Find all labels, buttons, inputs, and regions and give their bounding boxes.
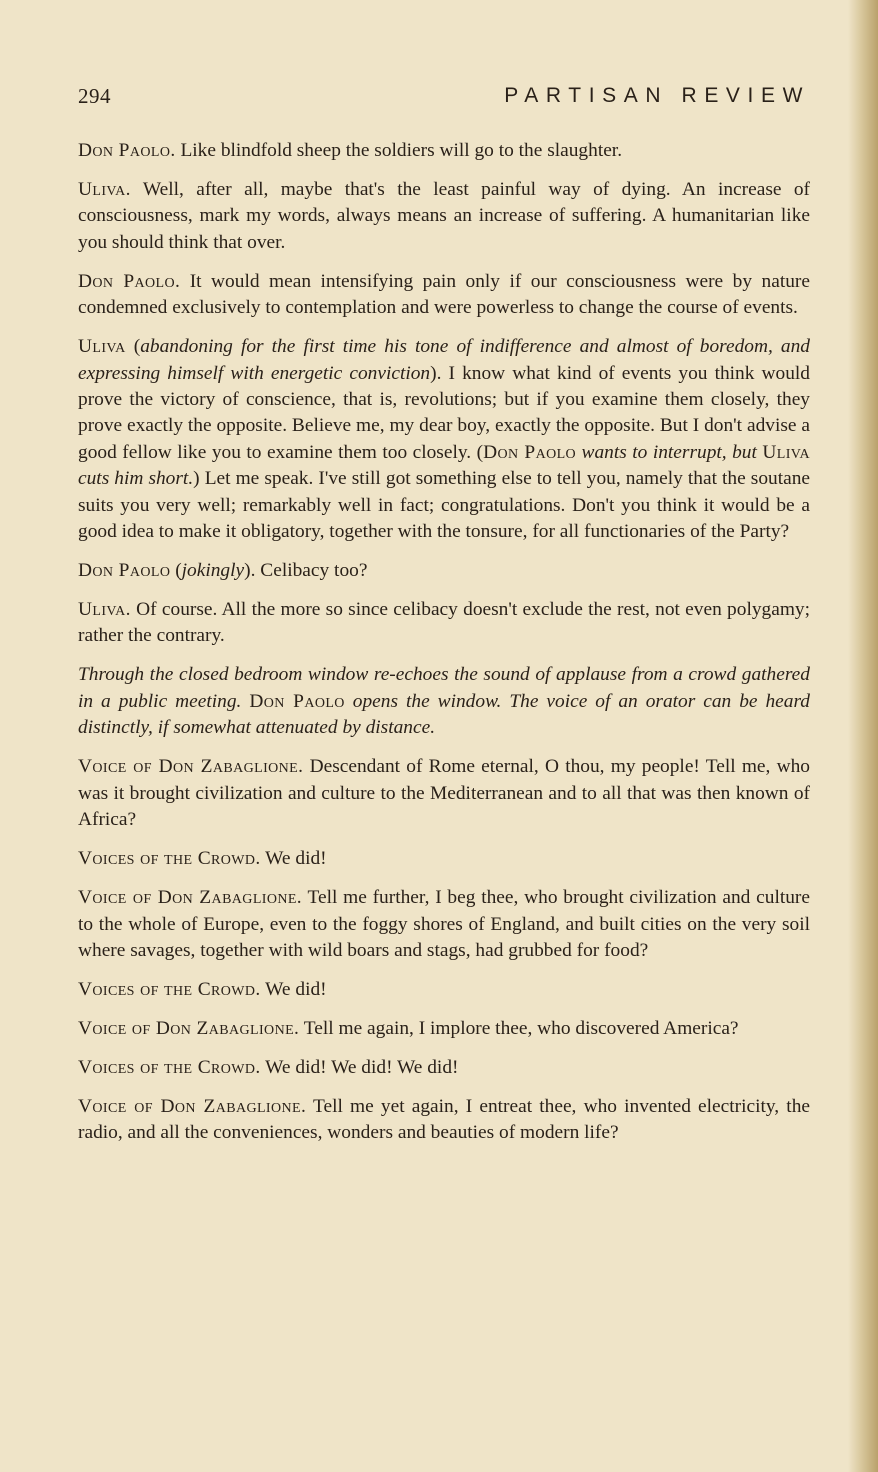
dialogue-paragraph [78,138,810,164]
speaker-name: Voice of Don Zabaglione. [78,1095,307,1117]
dialogue-text: Of course. All the more so since celibacy doesn't exclude the rest, not even polygamy; rather the contrary. [78,599,810,647]
dialogue-text: Tell me again, I implore thee, who discovered America? [299,1017,739,1039]
speaker-name: Don Paolo. [78,270,181,292]
dialogue-text: ) Let me speak. I've still got something else to tell you, namely that the soutane suits you very well; remarkably well in fact; congratulations. Don't you think it would be a good idea to make it obligatory, together with the tonsure, for all functionaries of the Party? [78,468,811,543]
speaker-name: Voice of Don Zabaglione. [78,887,303,909]
stage-direction: Through the closed bedroom window re-echoes the sound of applause from a crowd gathered in a public meeting. [78,664,810,712]
dialogue-text: Celibacy too? [255,560,368,582]
dialogue-text: It would mean intensifying pain only if our consciousness were by nature condemned exclusively to contemplation and were powerless to change the course of events. [78,270,810,319]
dialogue-text: Tell me further, I beg thee, who brought civilization and culture to the whole of Europe, even to the foggy shores of England, and built cities on the very soil where savages, together with wild boars and stags, had grubbed for food? [78,887,810,961]
dialogue-text: We did! [260,978,327,1000]
stage-direction-paragraph [78,662,810,741]
inline-stage-direction: wants to interrupt, but [576,441,763,463]
dialogue-paragraph [78,334,810,545]
paren-open: ( [125,336,141,358]
dialogue-paragraph [78,754,810,833]
dialogue-paragraph [78,597,810,650]
dialogue-text: I know what kind of events you think would prove the victory of conscience, that is, revolutions; but if you examine them closely, they prove exactly the opposite. Believe me, my dear boy, exactly the opposite. But I don't advise a good fellow like you to examine them too closely. ( [78,362,810,463]
speaker-name: Voices of the Crowd. [78,978,261,1000]
dialogue-paragraph [78,177,810,256]
dialogue-text: We did! [260,848,327,870]
dialogue-paragraph [78,558,810,584]
paren-open: ( [170,560,182,582]
page-edge [848,0,878,1472]
speaker-name: Don Paolo. [78,140,176,161]
page-number: 294 [78,84,111,108]
paren-close: ). [430,362,442,384]
dialogue-paragraph [78,269,810,322]
stage-direction: jokingly [181,560,245,582]
speaker-name: Voices of the Crowd. [78,1056,261,1078]
speaker-name: Voices of the Crowd. [78,848,261,870]
dialogue-text: We did! We did! We did! [260,1056,459,1078]
speaker-name: Uliva [78,336,126,358]
dialogue-paragraph [78,1094,810,1147]
speaker-name: Uliva. [78,179,131,200]
inline-speaker-name: Uliva [762,441,811,463]
inline-speaker-name: Don Paolo [249,690,345,712]
stage-direction: opens the window. The voice of an orator can be heard distinctly, if somewhat attenuated by distance. [78,690,810,739]
paren-close: ). [244,560,256,582]
page-header [78,84,810,114]
dialogue-paragraph [78,846,810,872]
dialogue-text: Descendant of Rome eternal, O thou, my people! Tell me, who was it brought civilization and culture to the Mediterranean and to all that was then known of Africa? [78,756,810,831]
speaker-name: Don Paolo [78,560,171,582]
stage-direction: abandoning for the first time his tone of indifference and almost of boredom, and expressing himself with energetic conviction [78,336,811,384]
dialogue-paragraph [78,885,810,964]
running-title: PARTISAN REVIEW [504,84,810,107]
inline-stage-direction: cuts him short. [78,468,194,490]
dialogue-paragraph [78,1055,810,1081]
dialogue-text: Like blindfold sheep the soldiers will go to the slaughter. [175,140,623,161]
dialogue-text: Well, after all, maybe that's the least painful way of dying. An increase of consciousness, mark my words, always means an increase of suffering. A humanitarian like you should think that over. [78,179,810,253]
dialogue-paragraph [78,977,810,1003]
speaker-name: Uliva. [78,599,131,621]
speaker-name: Voice of Don Zabaglione. [78,756,304,778]
dialogue-paragraph [78,1016,810,1042]
speaker-name: Voice of Don Zabaglione. [78,1017,300,1039]
dialogue-text: Tell me yet again, I entreat thee, who invented electricity, the radio, and all the conveniences, wonders and beauties of modern life? [78,1095,810,1144]
inline-speaker-name: Don Paolo [483,441,577,463]
body-text [78,138,810,1159]
